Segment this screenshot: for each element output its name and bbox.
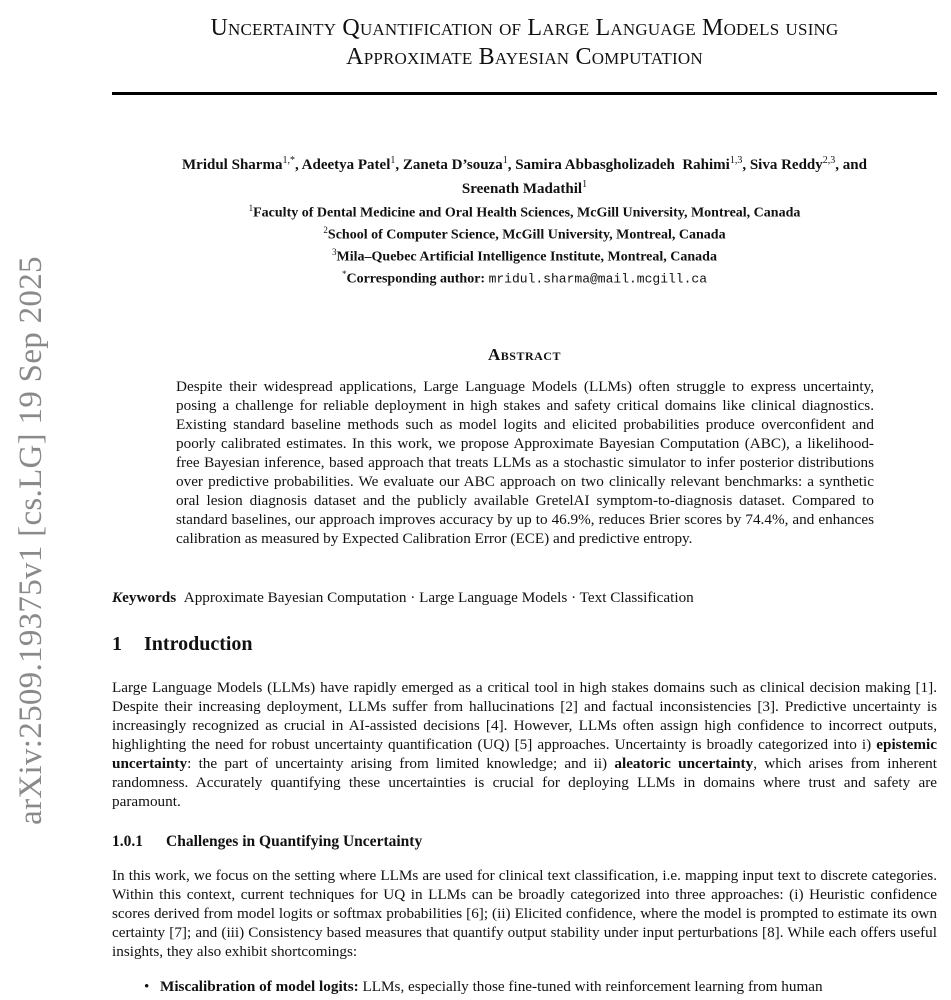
author-name: Samira Abbasgholizadeh Rahimi <box>515 157 730 173</box>
keywords-label <box>112 589 176 606</box>
subsection-heading <box>112 833 937 851</box>
corresponding-author-line <box>112 266 937 288</box>
author-affiliation-mark: 2,3 <box>822 155 836 166</box>
title-rule <box>112 92 937 95</box>
keyword: Approximate Bayesian Computation <box>183 589 407 606</box>
paragraph-text: , which arises from inherent randomness. Accurately quantifying these uncertainties is crucial for deploying LLMs in domains where trust and safety are paramount. <box>112 755 937 810</box>
paper-title <box>112 14 937 72</box>
keywords-label-initial: K <box>112 589 123 606</box>
keyword: Text Classification <box>579 589 694 606</box>
section-title: Introduction <box>144 633 253 655</box>
affiliation-text: School of Computer Science, McGill University, Montreal, Canada <box>327 227 726 243</box>
affiliation-line <box>112 244 937 266</box>
keywords-line <box>112 588 937 607</box>
title-line-1: Uncertainty Quantification of Large Language Models using <box>210 15 839 41</box>
title-line-2: Approximate Bayesian Computation <box>346 44 703 70</box>
author-name: Adeetya Patel <box>301 157 391 173</box>
abstract-heading: Abstract <box>488 345 561 364</box>
introduction-paragraph <box>112 678 937 811</box>
author-name: Siva Reddy <box>749 157 823 173</box>
author-separator: , and <box>835 157 867 173</box>
paragraph-text: : the part of uncertainty arising from limited knowledge; and ii) <box>187 755 615 772</box>
author-separator: , <box>507 157 516 173</box>
author-separator: , <box>395 157 403 173</box>
author-affiliation-mark: 1,* <box>282 155 295 166</box>
term-aleatoric: aleatoric uncertainty <box>614 755 754 772</box>
author-affiliation-mark: 1,3 <box>729 155 743 166</box>
author-list <box>112 151 937 199</box>
affiliation-text: Faculty of Dental Medicine and Oral Health Sciences, McGill University, Montreal, Canada <box>253 205 801 221</box>
corresponding-email[interactable]: mridul.sharma@mail.mcgill.ca <box>488 272 708 288</box>
arxiv-id-text: arXiv:2509.19375v1 [cs.LG] 19 Sep 2025 <box>12 255 49 825</box>
author-separator: , <box>742 157 750 173</box>
author-affiliation-mark: 1 <box>390 155 396 166</box>
affiliation-mark: 1 <box>248 203 254 213</box>
paragraph-text: Large Language Models (LLMs) have rapidly emerged as a critical tool in high stakes domains such as clinical decision making [1]. Despite their increasing deployment, LLMs suffer from hallucinations [2] and factual inconsistencies [3]. Predictive uncertainty is increasingly recognized as crucial in AI-assisted decisions [4]. However, LLMs often assign high confidence to incorrect outputs, highlighting the need for robust uncertainty quantification (UQ) [5] approaches. Uncertainty is broadly categorized into i) <box>112 679 937 753</box>
subsection-title: Challenges in Quantifying Uncertainty <box>166 833 423 850</box>
keywords-label-rest: eywords <box>122 589 177 606</box>
section-heading-introduction <box>112 633 937 656</box>
author-name: Zaneta D’souza <box>402 157 503 173</box>
keyword-separator: · <box>567 589 580 606</box>
bullet-dot: • <box>144 978 150 995</box>
affiliation-line <box>112 200 937 222</box>
author-affiliation-mark: 1 <box>502 155 508 166</box>
affiliation-mark: 3 <box>332 247 337 258</box>
term-epistemic: epistemic uncertainty <box>112 736 937 772</box>
keyword: Large Language Models <box>419 589 568 606</box>
affiliation-list <box>112 200 937 289</box>
corresponding-label: Corresponding author: <box>346 272 486 288</box>
affiliation-line <box>112 222 937 244</box>
author-name: Mridul Sharma <box>182 157 283 173</box>
author-affiliation-mark: 1 <box>582 179 588 190</box>
bullet-item <box>144 977 937 996</box>
author-separator: , <box>294 157 302 173</box>
abstract-body: Despite their widespread applications, Large Language Models (LLMs) often struggle to express uncertainty, posing a challenge for reliable deployment in high stakes and safety critical domains like clinical diagnostics. Existing standard baseline methods such as model logits and elicited probabilities produce overconfident and poorly calibrated estimates. In this work, we propose Approximate Bayesian Computation (ABC), a likelihood-free Bayesian inference, based approach that treats LLMs as a stochastic simulator to infer posterior distributions over predictive probabilities. We evaluate our ABC approach on two clinically relevant benchmarks: a synthetic oral lesion diagnosis dataset and the publicly available GretelAI symptom-to-diagnosis dataset. Compared to standard baselines, our approach improves accuracy by up to 46.9%, reduces Brier scores by 74.4%, and enhances calibration as measured by Expected Calibration Error (ECE) and predictive entropy. <box>176 378 874 547</box>
challenges-paragraph: In this work, we focus on the setting where LLMs are used for clinical text classification, i.e. mapping input text to discrete categories. Within this context, current techniques for UQ in LLMs can be broadly categorized into three approaches: (i) Heuristic confidence scores derived from model logits or softmax probabilities [6]; (ii) Elicited confidence, where the model is prompted to estimate its own certainty [7]; and (iii) Consistency based measures that quantify output stability under input perturbations [8]. While each offers useful insights, they also exhibit shortcomings: <box>112 867 937 960</box>
corresponding-mark: * <box>341 269 347 280</box>
bullet-text: LLMs, especially those fine-tuned with reinforcement learning from human <box>358 978 823 995</box>
subsection-number: 1.0.1 <box>112 833 143 850</box>
section-number: 1 <box>112 633 122 655</box>
author-name: Sreenath Madathil <box>461 181 583 197</box>
affiliation-mark: 2 <box>323 225 328 236</box>
arxiv-side-identifier <box>8 235 54 845</box>
keyword-separator: · <box>406 589 420 606</box>
bullet-title: Miscalibration of model logits: <box>160 978 359 995</box>
affiliation-text: Mila–Quebec Artificial Intelligence Institute, Montreal, Canada <box>336 249 717 265</box>
